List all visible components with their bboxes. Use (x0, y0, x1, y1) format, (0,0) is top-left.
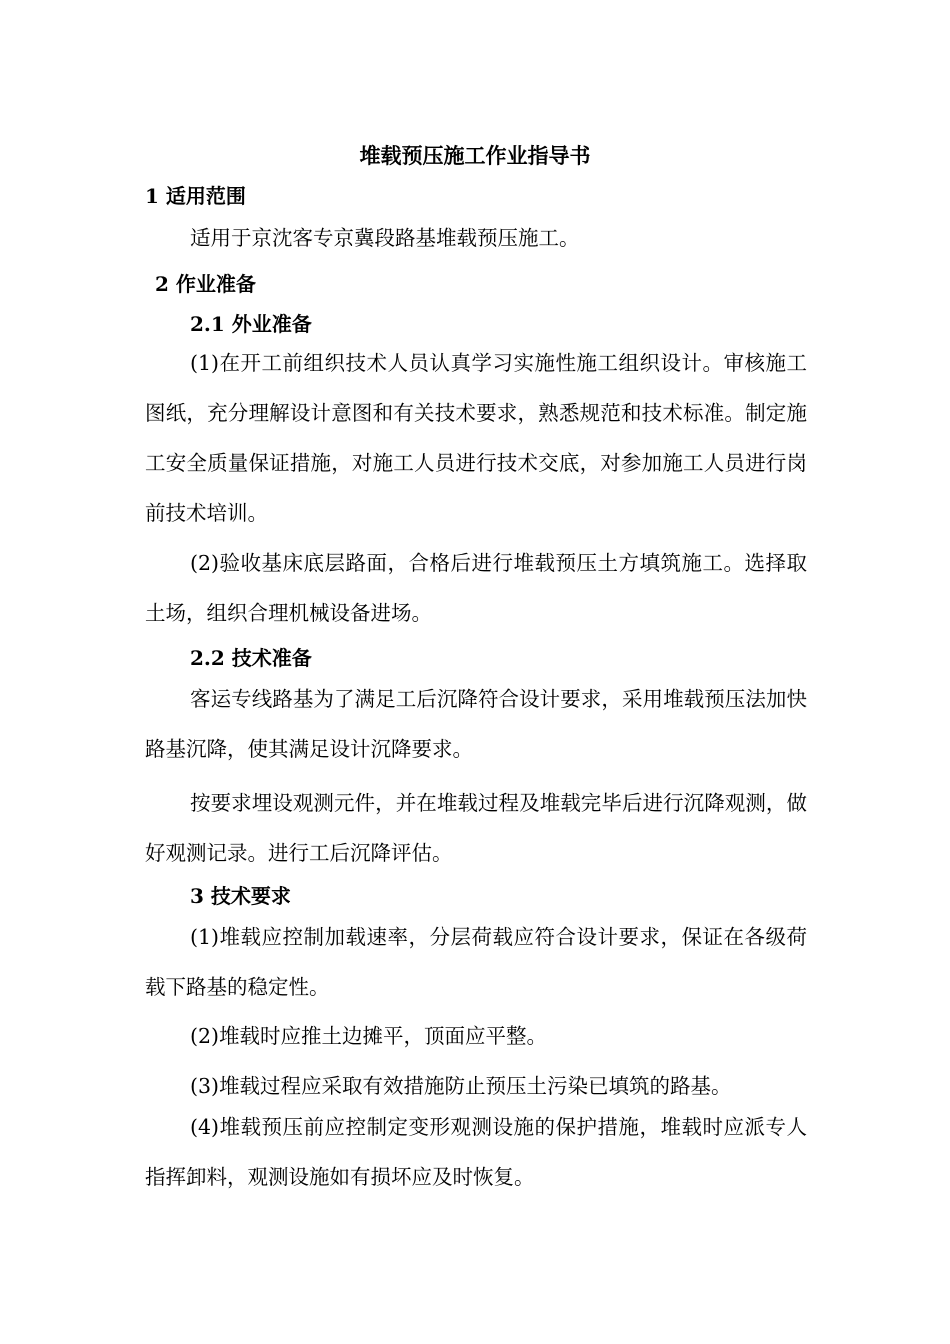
subsection-heading-2-1: 2.1 外业准备 (190, 312, 312, 336)
paragraph-tech-req-1: (1)堆载应控制加载速率，分层荷载应符合设计要求，保证在各级荷载下路基的稳定性。 (145, 925, 807, 999)
paragraph-tech-prep-1: 客运专线路基为了满足工后沉降符合设计要求，采用堆载预压法加快路基沉降，使其满足设计沉降要求。 (145, 687, 807, 761)
section-heading-2: 2 作业准备 (155, 272, 256, 296)
document-title: 堆载预压施工作业指导书 (359, 143, 591, 168)
paragraph-field-prep-2: (2)验收基床底层路面，合格后进行堆载预压土方填筑施工。选择取土场，组织合理机械设备进场。 (145, 551, 807, 625)
subsection-heading-2-2: 2.2 技术准备 (190, 646, 312, 670)
paragraph-tech-req-3: (3)堆载过程应采取有效措施防止预压土污染已填筑的路基。 (190, 1074, 732, 1098)
section-heading-3: 3 技术要求 (190, 884, 291, 908)
paragraph-field-prep-1: (1)在开工前组织技术人员认真学习实施性施工组织设计。审核施工图纸，充分理解设计意图和有关技术要求，熟悉规范和技术标准。制定施工安全质量保证措施，对施工人员进行技术交底，对参加施工人员进行岗前技术培训。 (145, 351, 807, 525)
paragraph-scope: 适用于京沈客专京冀段路基堆载预压施工。 (190, 226, 580, 250)
paragraph-tech-req-4: (4)堆载预压前应控制定变形观测设施的保护措施，堆载时应派专人指挥卸料，观测设施如有损坏应及时恢复。 (145, 1115, 807, 1189)
section-heading-1: 1 适用范围 (145, 184, 246, 208)
paragraph-tech-prep-2: 按要求埋设观测元件，并在堆载过程及堆载完毕后进行沉降观测，做好观测记录。进行工后沉降评估。 (145, 791, 807, 865)
paragraph-tech-req-2: (2)堆载时应推土边摊平，顶面应平整。 (190, 1024, 548, 1048)
